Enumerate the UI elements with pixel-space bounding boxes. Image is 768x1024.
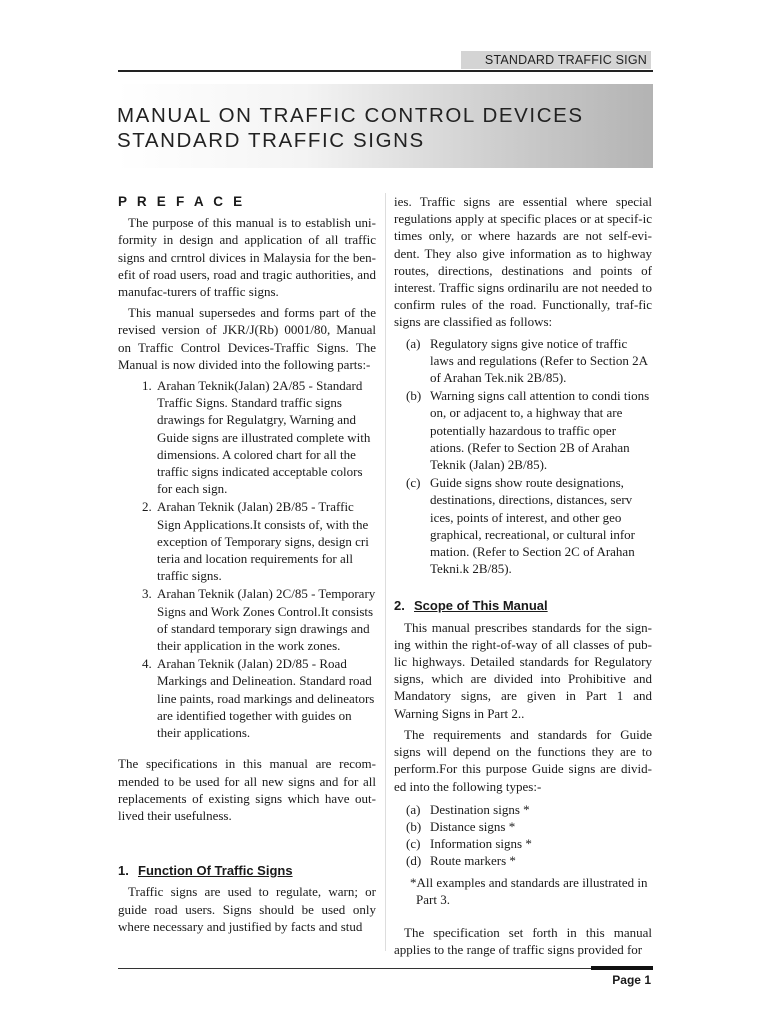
left-column — [118, 193, 376, 939]
guide-sign-type-item — [406, 818, 652, 835]
section-1-heading — [118, 862, 376, 879]
footer-accent-bar — [591, 966, 653, 970]
preface-paragraph-1: The purpose of this manual is to establish uni-formity in design and application of all traffic signs and crntrol divices in Malaysia for the ben-efit of road users, road and tragic authorities, and manufac-turers of traffic signs. — [118, 215, 376, 300]
footer-rule — [118, 968, 653, 969]
preface-paragraph-3: The specifications in this manual are recom-mended to be used for all new signs and for all replacements of existing signs which have out-lived their usefulness. — [118, 756, 376, 823]
parts-list-item: 1. Arahan Teknik(Jalan) 2A/85 - Standard Traffic Signs. Standard traffic signs drawings for Regulatgry, Warning and Guide signs are illustrated complete with dimensions. A colored chart for all the traffic signs indicated acceptable colors for each sign. — [155, 377, 376, 497]
sign-class-item — [406, 387, 652, 473]
sign-classes-list — [394, 335, 652, 578]
guide-sign-types-list — [394, 801, 652, 870]
guide-sign-type-item — [406, 801, 652, 818]
preface-heading: P R E F A C E — [118, 194, 246, 209]
parts-list-item: 4. Arahan Teknik (Jalan) 2D/85 - Road Markings and Delineation. Standard road line paints, road markings and delineators are identified together with guides on their applications. — [155, 655, 376, 741]
title-band — [117, 84, 653, 168]
section-2-title: Scope of This Manual — [414, 598, 548, 614]
list-marker: (b) — [406, 388, 422, 404]
section-1-title: Function Of Traffic Signs — [138, 863, 293, 879]
list-marker: (d) — [406, 853, 422, 869]
section-2-paragraph-3: The specification set forth in this manual applies to the range of traffic signs provided for — [394, 924, 652, 958]
list-text: Warning signs call attention to condi tions on, or adjacent to, a highway that are potentially hazardous to traffic oper ations. (Refer to Section 2B of Arahan Teknik (Jalan) 2B/85). — [430, 388, 650, 473]
section-2-paragraph-1: This manual prescribes standards for the sign-ing within the right-of-way of all classes of pub-lic highways. Detailed standards for Regulatory signs, which are divided into Prohibitive and Mandatory signs, are given in Part 1 and Warning Signs in Part 2.. — [394, 619, 652, 721]
document-title-line-2: STANDARD TRAFFIC SIGNS — [117, 129, 425, 152]
section-2-paragraph-2: The requirements and standards for Guide signs will depend on the functions they are to perform.For this purpose Guide signs are divid-ed into the following types:- — [394, 726, 652, 794]
parts-list-item: 3. Arahan Teknik (Jalan) 2C/85 - Temporary Signs and Work Zones Control.It consists of standard temporary sign drawings and their application in the work zones. — [155, 585, 376, 654]
guide-sign-type-item — [406, 835, 652, 852]
illustration-note: *All examples and standards are illustrated in Part 3. — [410, 874, 648, 907]
sign-class-item — [406, 474, 652, 577]
section-1-number: 1. — [118, 863, 129, 879]
list-marker: (a) — [406, 335, 421, 351]
section-1-paragraph-1: Traffic signs are used to regulate, warn; or guide road users. Signs should be used only where necessary and justified by facts and stud — [118, 884, 376, 934]
list-marker: (c) — [406, 836, 421, 852]
preface-paragraph-2: This manual supersedes and forms part of the revised version of JKR/J(Rb) 0001/80, Manual on Traffic Control Devices-Traffic Signs. The Manual is now divided into the following parts:- — [118, 305, 376, 372]
list-marker: (a) — [406, 801, 421, 817]
document-title-line-1: MANUAL ON TRAFFIC CONTROL DEVICES — [117, 104, 584, 127]
parts-list — [118, 377, 376, 741]
section-1-paragraph-1-continued: ies. Traffic signs are essential where special regulations apply at specific places or at specif-ic times only, or where hazards are not self-evi-dent. They also give information as to highway routes, directions, destinations and points of interest. Traffic signs ordinarilu are not needed to confirm rules of the road. Functionally, traf-fic signs are classified as follows: — [394, 194, 652, 330]
section-2-number: 2. — [394, 598, 405, 614]
list-marker: (c) — [406, 475, 421, 491]
list-text: Guide signs show route designations, destinations, directions, distances, serv ices, points of interest, and other geo graphical, recreational, or cultural infor mation. (Refer to Section 2C of Arahan Tekni.k 2B/85). — [430, 475, 636, 577]
column-divider — [385, 193, 386, 951]
section-2-heading — [394, 597, 652, 614]
header-rule — [118, 70, 653, 72]
page-number: Page 1 — [612, 973, 651, 987]
list-text: Regulatory signs give notice of traffic laws and regulations (Refer to Section 2A of Arahan Tek.nik 2B/85). — [430, 335, 648, 386]
sign-class-item — [406, 335, 652, 387]
right-column — [394, 193, 652, 962]
guide-sign-type-item — [406, 852, 652, 869]
list-text: Distance signs * — [430, 818, 516, 834]
running-header: STANDARD TRAFFIC SIGN — [461, 51, 651, 69]
list-text: Destination signs * — [430, 801, 530, 817]
parts-list-item: 2. Arahan Teknik (Jalan) 2B/85 - Traffic Sign Applications.It consists of, with the exception of Temporary signs, design cri teria and location requirements for all traffic signs. — [155, 498, 376, 584]
list-text: Route markers * — [430, 853, 516, 869]
list-text: Information signs * — [430, 836, 532, 852]
list-marker: (b) — [406, 818, 422, 834]
